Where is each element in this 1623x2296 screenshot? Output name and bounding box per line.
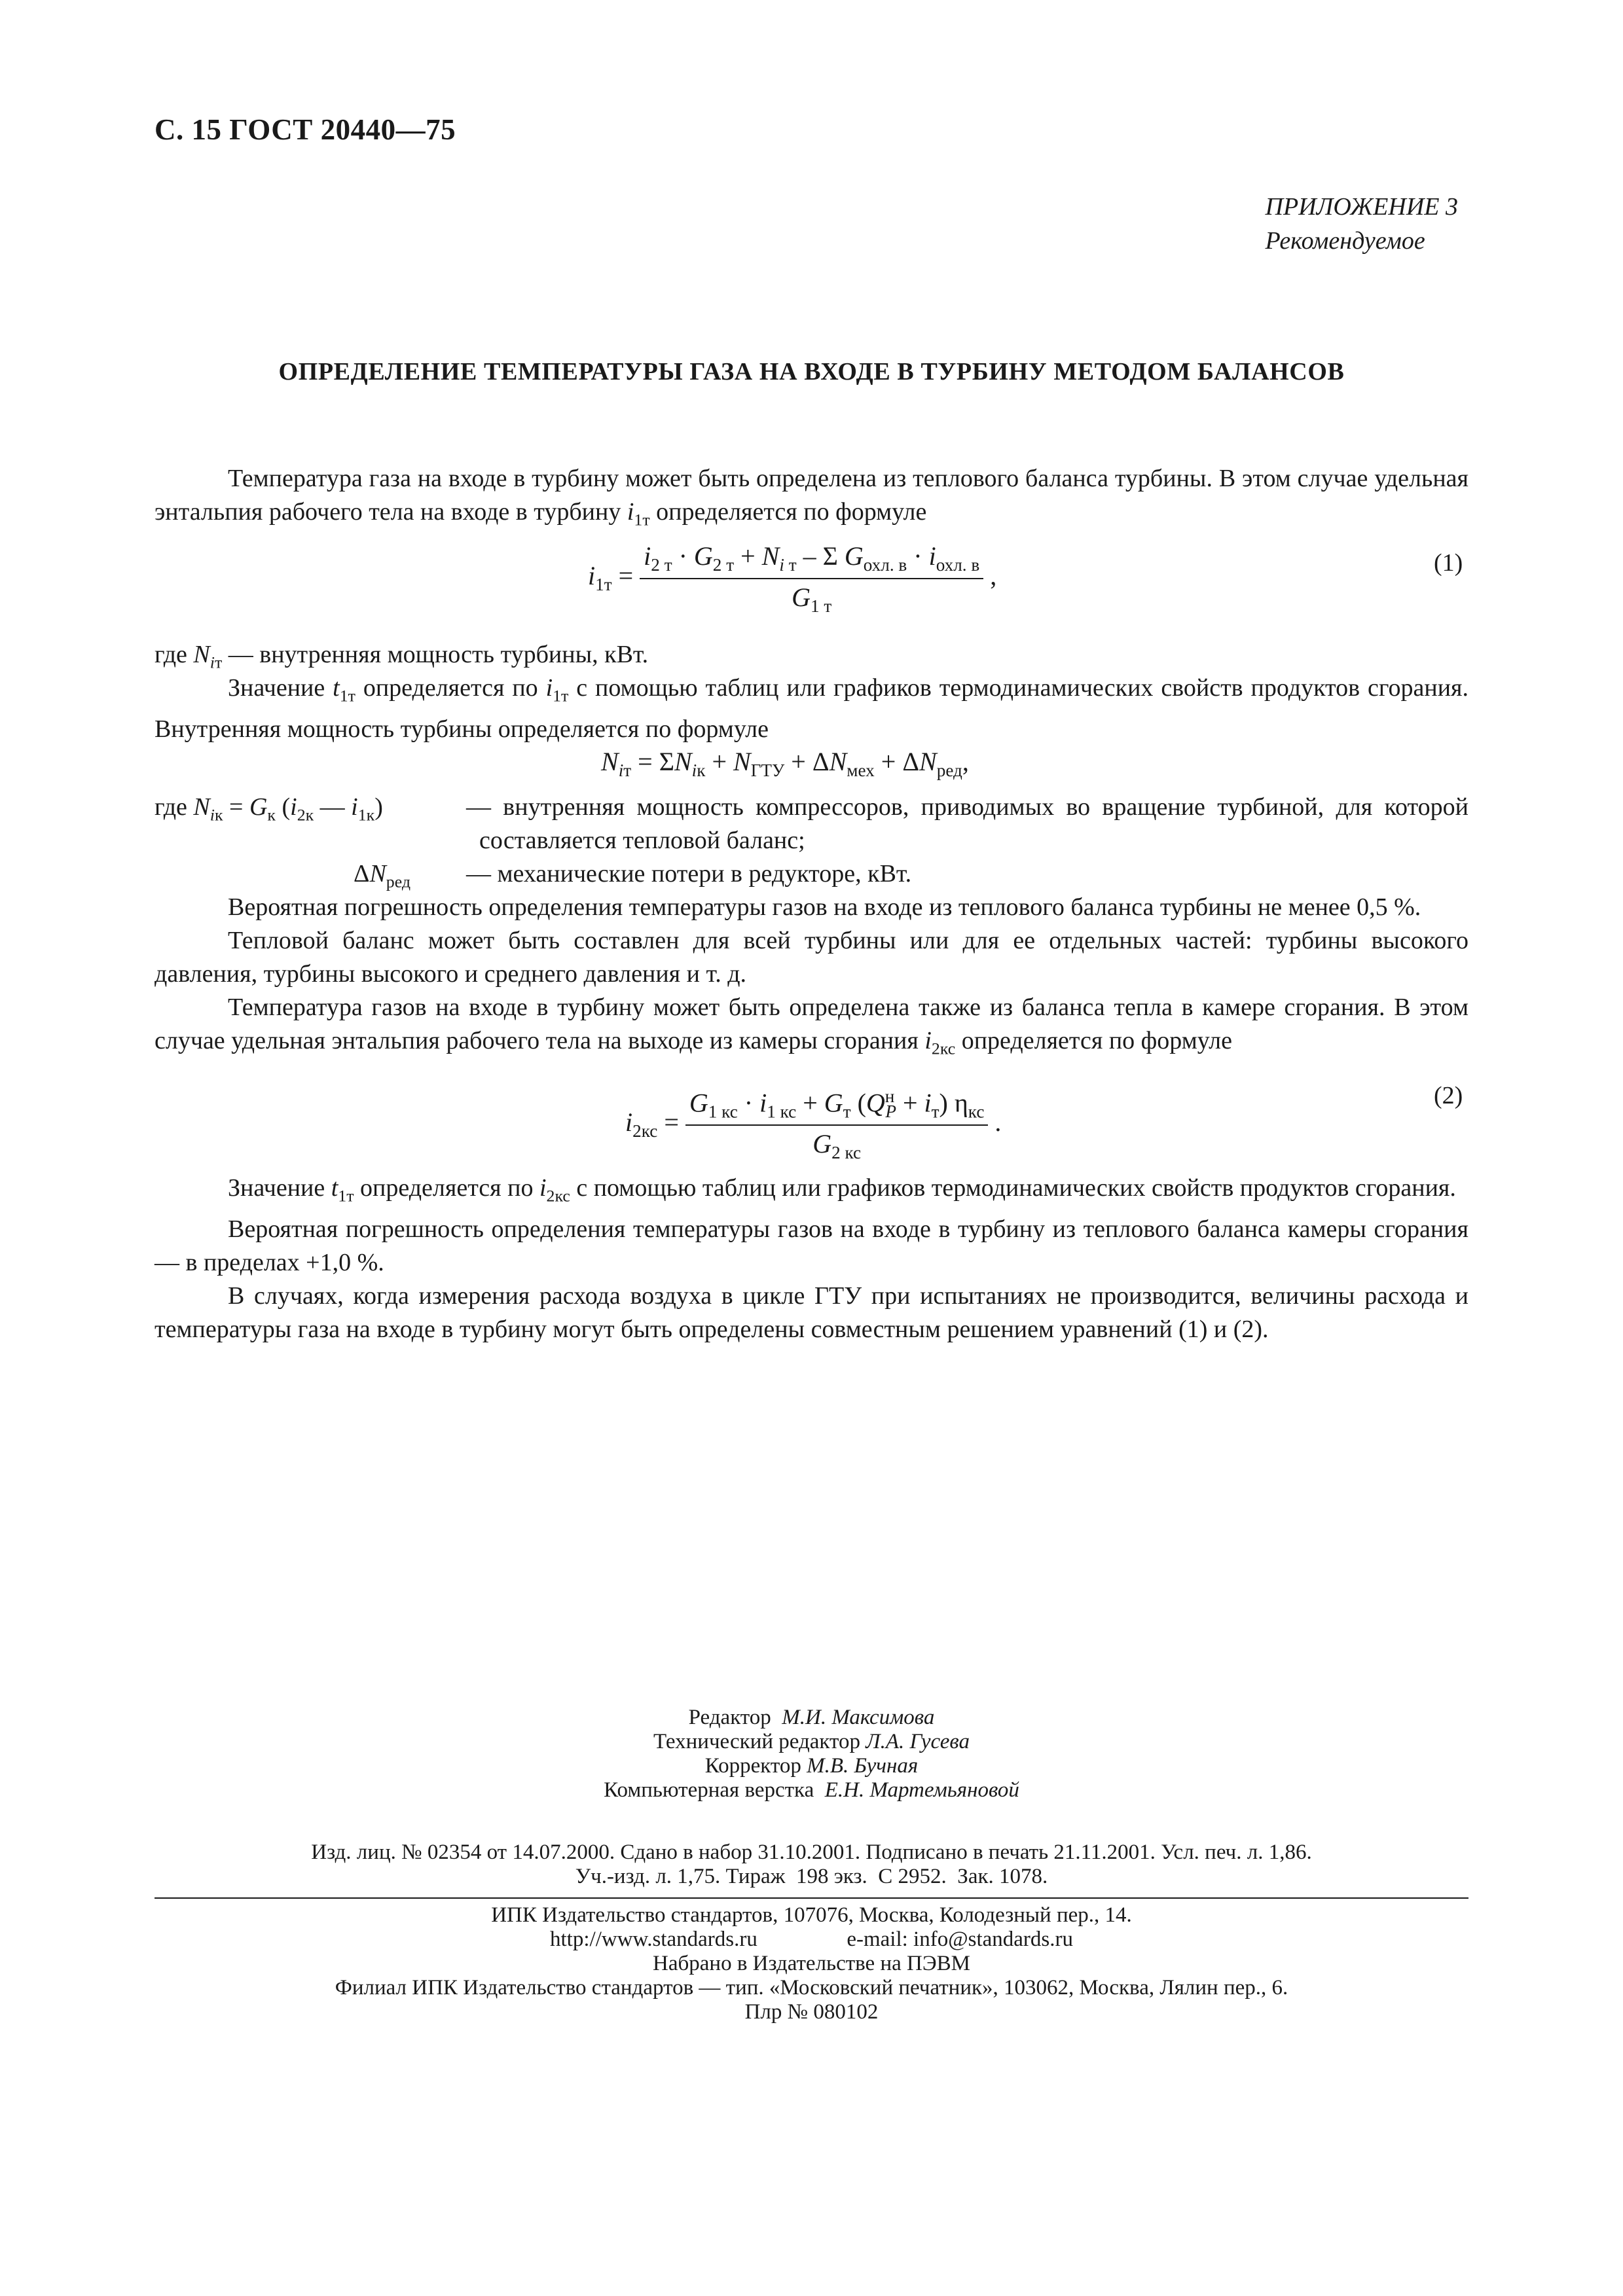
paragraph-8: В случаях, когда измерения расхода воздуха в цикле ГТУ при испытаниях не производится, величины расхода и температуры газа на входе в турбину могут быть определены совместным решением уравнений (1) и (2). — [155, 1282, 1468, 1343]
editorial-credits — [155, 1706, 1468, 1803]
paragraphs-6-8 — [155, 1172, 1468, 1346]
credit-proofreader: Корректор М.В. Бучная — [704, 1754, 919, 1778]
branch-line: Филиал ИПК Издательство стандартов — тип. «Московский печатник», 103062, Москва, Лялин пер., 6. — [335, 1976, 1288, 2000]
section-title: ОПРЕДЕЛЕНИЕ ТЕМПЕРАТУРЫ ГАЗА НА ВХОДЕ В ТУРБИНУ МЕТОДОМ БАЛАНСОВ — [278, 358, 1345, 386]
formula-internal-power: $N_{iт} = \Sigma N_{iк} + N_{ГТУ} + \Delta N_{мех} + \Delta N_{ред}$, — [601, 747, 969, 780]
where-clause-3-symbol: $\Delta N_{ред}$ — [354, 860, 410, 891]
where-clause-2-text: — внутренняя мощность компрессоров, приводимых во вращение турбиной, для которой составляется тепловой баланс; — [466, 793, 1468, 854]
paragraph-1: Температура газа на входе в турбину может быть определена из теплового баланса турбины. В этом случае удельная энтальпия рабочего тела на входе в турбину $i_{1т}$ определяется по формуле — [155, 465, 1468, 529]
appendix-block — [1266, 190, 1458, 258]
where-clause-2-symbol: где $N_{iк} = G_к$ ($i_{2к}$ — $i_{1к}$) — [155, 793, 383, 825]
formula-1: $i_{1т}$ = $\frac{i_{2 т} \cdot G_{2 т} + N_{i т} - \Sigma G_{охл. в} \cdot i_{охл. в}}{G_{1 т}}$ , — [588, 541, 997, 616]
where-clause-3-text: — механические потери в редукторе, кВт. — [466, 860, 912, 888]
publisher-block — [155, 1903, 1468, 2024]
credit-tech-editor: Технический редактор Л.А. Гусева — [653, 1730, 970, 1753]
paragraph-4: Тепловой баланс может быть составлен для всей турбины или для ее отдельных частей: турбины высокого давления, турбины высокого и среднего давления и т. д. — [155, 927, 1468, 988]
paragraph-7: Вероятная погрешность определения температуры газов на входе в турбину из теплового баланса камеры сгорания — в пределах +1,0 %. — [155, 1215, 1468, 1276]
where-clause-1: где $N_{iт}$ — внутренняя мощность турбины, кВт. — [155, 641, 649, 672]
email-link[interactable]: e-mail: info@standards.ru — [847, 1928, 1073, 1951]
imprint-block — [155, 1840, 1468, 1889]
paragraph-5: Температура газов на входе в турбину может быть определена также из баланса тепла в камере сгорания. В этом случае удельная энтальпия рабочего тела на выходе из камеры сгорания $i_{2кс}$ определяется по формуле — [155, 994, 1468, 1058]
imprint-line-2: Уч.-изд. л. 1,75. Тираж 198 экз. С 2952. Зак. 1078. — [575, 1865, 1048, 1888]
credit-editor: Редактор М.И. Максимова — [688, 1706, 935, 1729]
appendix-status: Рекомендуемое — [1265, 227, 1425, 255]
plr-line: Плр № 080102 — [744, 2000, 879, 2024]
page-header: С. 15 ГОСТ 20440—75 — [155, 113, 456, 146]
paragraph-6: Значение $t_{1т}$ определяется по $i_{2кс}$ с помощью таблиц или графиков термодинамических свойств продуктов сгорания. — [228, 1174, 1456, 1206]
paragraph-3: Вероятная погрешность определения температуры газов на входе из теплового баланса турбины не менее 0,5 %. — [228, 893, 1421, 921]
contacts-line — [155, 1928, 1468, 1952]
equation-number-1: (1) — [1434, 549, 1463, 577]
paragraphs-3-5 — [155, 891, 1468, 1066]
imprint-line-1: Изд. лиц. № 02354 от 14.07.2000. Сдано в набор 31.10.2001. Подписано в печать 21.11.2001. Усл. печ. л. 1,86. — [311, 1840, 1312, 1864]
footer-divider — [155, 1897, 1468, 1899]
equation-number-2: (2) — [1434, 1082, 1463, 1109]
typeset-line: Набрано в Издательстве на ПЭВМ — [653, 1952, 970, 1975]
appendix-label: ПРИЛОЖЕНИЕ 3 — [1265, 193, 1458, 221]
publisher-line: ИПК Издательство стандартов, 107076, Москва, Колодезный пер., 14. — [491, 1903, 1132, 1927]
credit-layout: Компьютерная верстка Е.Н. Мартемьяновой — [604, 1778, 1019, 1802]
formula-2: $i_{2кс}$ = $\frac{G_{1 кс} \cdot i_{1 кс} + G_т (Q^н_P + i_т) \eta_{кс}}{G_{2 кс}}$ . — [625, 1086, 1002, 1163]
paragraph-2: Значение $t_{1т}$ определяется по $i_{1т}$ с помощью таблиц или графиков термодинамических свойств продуктов сгорания. Внутренняя мощность турбины определяется по формуле — [155, 674, 1469, 743]
website-link[interactable]: http://www.standards.ru — [550, 1928, 757, 1951]
